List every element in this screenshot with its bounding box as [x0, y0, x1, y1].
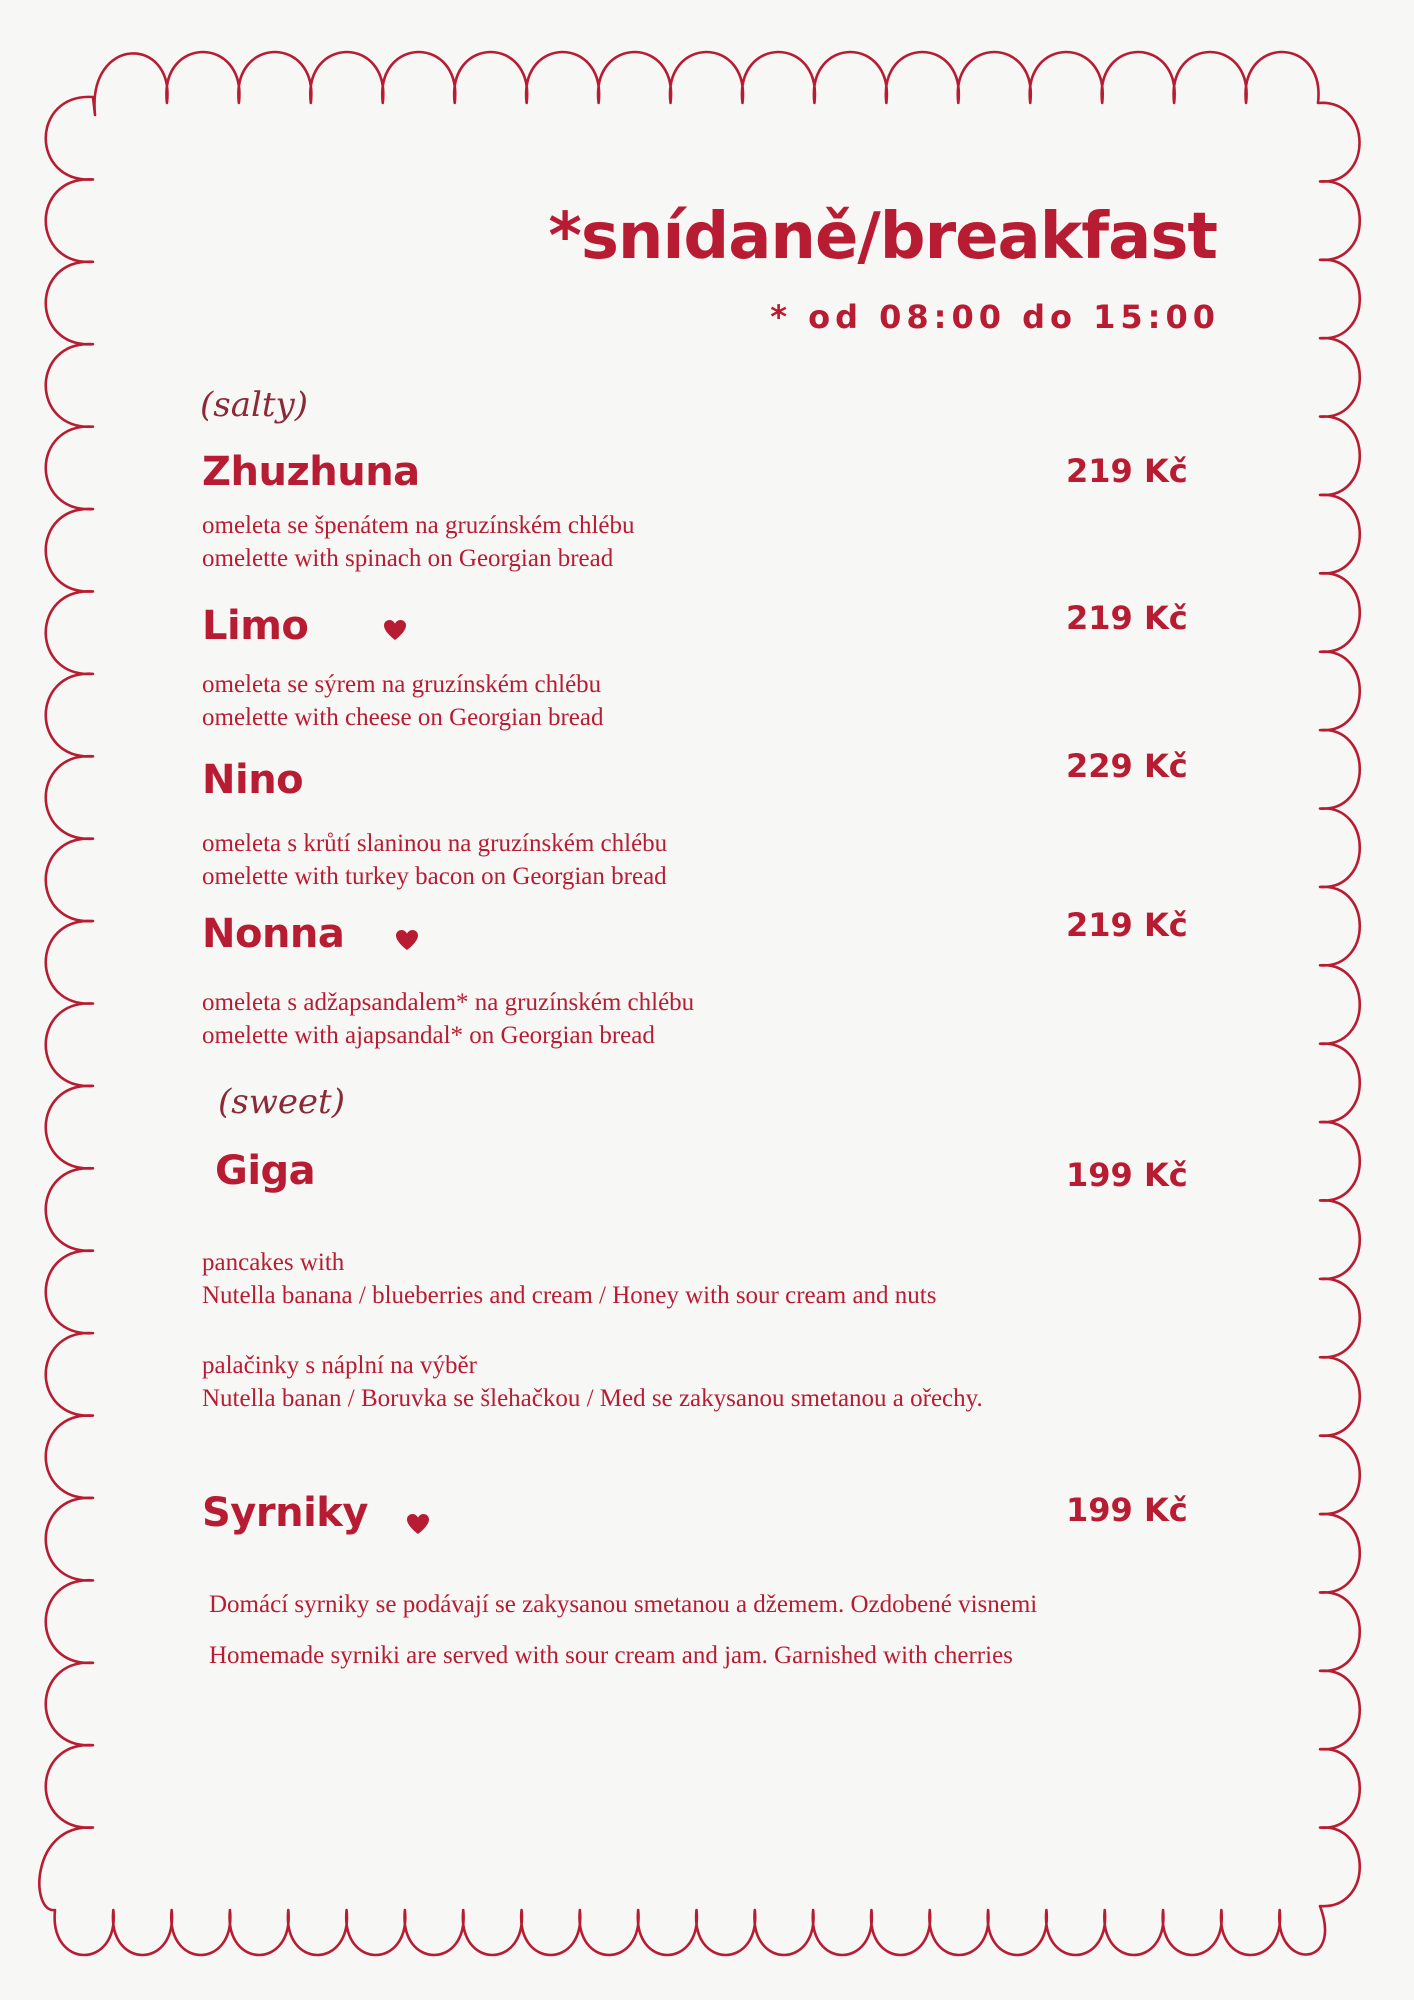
item-name-giga: Giga [215, 1148, 316, 1194]
item-name-zhuzhuna: Zhuzhuna [202, 449, 420, 495]
description-line-cz: omeleta se špenátem na gruzínském chlébu [202, 512, 635, 539]
description-line-cz: Domácí syrniky se podávají se zakysanou smetanou a džemem. Ozdobené visnemi [209, 1591, 1038, 1618]
item-price-nino: 229 Kč [1066, 747, 1188, 785]
item-description-limo [202, 668, 603, 734]
item-description-zhuzhuna [202, 509, 634, 575]
description-line-en: omelette with ajapsandal* on Georgian bread [202, 1022, 655, 1049]
description-line-cz: omeleta s adžapsandalem* na gruzínském chlébu [202, 989, 695, 1016]
section-label-sweet: (sweet) [218, 1082, 345, 1122]
item-price-giga: 199 Kč [1066, 1156, 1188, 1194]
item-name-nino: Nino [202, 757, 304, 803]
opening-hours: * od 08:00 do 15:00 [770, 298, 1220, 336]
item-name-syrniky: Syrniky [202, 1490, 368, 1536]
item-price-nonna: 219 Kč [1066, 906, 1188, 944]
item-name-limo: Limo [202, 603, 309, 649]
description-line-en: omelette with turkey bacon on Georgian bread [202, 863, 667, 890]
heart-icon [395, 929, 419, 951]
description-line-cz: palačinky s náplní na výběr [202, 1352, 477, 1379]
heart-icon [406, 1513, 430, 1535]
item-price-syrniky: 199 Kč [1066, 1491, 1188, 1529]
description-line-cz: omeleta se sýrem na gruzínském chlébu [202, 671, 602, 698]
item-description-syrniky [209, 1579, 1037, 1681]
section-label-salty: (salty) [200, 385, 308, 425]
description-line-cz: omeleta s krůtí slaninou na gruzínském chlébu [202, 830, 668, 857]
description-line-en: omelette with spinach on Georgian bread [202, 545, 614, 572]
item-price-limo: 219 Kč [1066, 599, 1188, 637]
description-line-en: Homemade syrniki are served with sour cream and jam. Garnished with cherries [209, 1642, 1013, 1669]
item-price-zhuzhuna: 219 Kč [1066, 452, 1188, 490]
item-description-giga-cz [202, 1349, 983, 1415]
item-description-nino [202, 827, 667, 893]
item-description-giga [202, 1246, 936, 1312]
item-description-nonna [202, 986, 694, 1052]
description-line-en: pancakes with [202, 1249, 345, 1276]
description-line-cz: Nutella banan / Boruvka se šlehačkou / Med se zakysanou smetanou a ořechy. [202, 1385, 983, 1412]
menu-title: *snídaně/breakfast [548, 200, 1217, 274]
description-line-en: Nutella banana / blueberries and cream / Honey with sour cream and nuts [202, 1282, 937, 1309]
heart-icon [383, 619, 407, 641]
item-name-nonna: Nonna [202, 911, 345, 957]
description-line-en: omelette with cheese on Georgian bread [202, 704, 604, 731]
